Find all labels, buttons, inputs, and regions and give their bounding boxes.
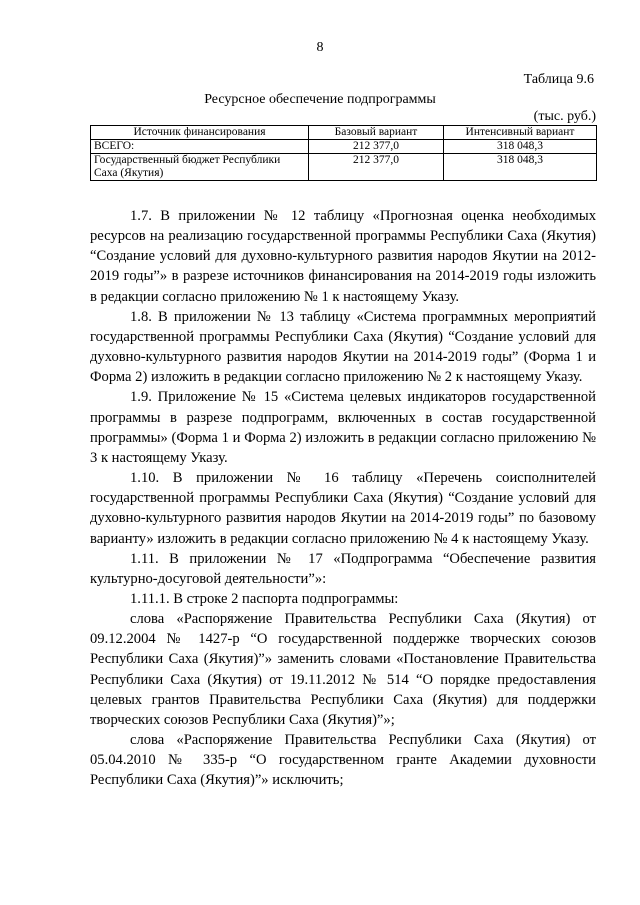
paragraph-words-delete: слова «Распоряжение Правительства Республики Саха (Якутия) от 05.04.2010 № 335-р “О государственном гранте Академии духовности Республики Саха (Якутия)”» исключить; bbox=[90, 732, 596, 789]
table-row bbox=[91, 154, 597, 181]
table-cell: 212 377,0 bbox=[309, 140, 444, 154]
table-label: Таблица 9.6 bbox=[523, 72, 594, 87]
paragraph-1-7: 1.7. В приложении № 12 таблицу «Прогнозная оценка необходимых ресурсов на реализацию государственной программы Республики Саха (Якутия) “Создание условий для духовно-культурного развития народов Якутии на 2012-2019 годы”» в разрезе источников финансирования на 2014-2019 годы изложить в редакции согласно приложению № 1 к настоящему Указу. bbox=[90, 208, 596, 305]
paragraph-1-9: 1.9. Приложение № 15 «Система целевых индикаторов государственной программы в разрезе подпрограмм, включенных в состав государственной программы» (Форма 1 и Форма 2) изложить в редакции согласно приложению № 3 к настоящему Указу. bbox=[90, 389, 596, 466]
table-cell: ВСЕГО: bbox=[91, 140, 309, 154]
page-number: 8 bbox=[316, 40, 324, 55]
units-label: (тыс. руб.) bbox=[533, 109, 596, 124]
header-source: Источник финансирования bbox=[91, 126, 309, 140]
resource-table bbox=[90, 125, 597, 181]
paragraph-1-11: 1.11. В приложении № 17 «Подпрограмма “Обеспечение развития культурно-досуговой деятельности”»: bbox=[90, 550, 596, 587]
table-cell: 318 048,3 bbox=[444, 140, 597, 154]
header-intensive: Интенсивный вариант bbox=[444, 126, 597, 140]
table-cell: Государственный бюджет Республики Саха (Якутия) bbox=[91, 154, 309, 181]
table-cell: 212 377,0 bbox=[309, 154, 444, 181]
paragraph-1-11-1: 1.11.1. В строке 2 паспорта подпрограммы: bbox=[130, 590, 399, 607]
table-title: Ресурсное обеспечение подпрограммы bbox=[204, 92, 436, 107]
paragraph-1-8: 1.8. В приложении № 13 таблицу «Система программных мероприятий государственной программы Республики Саха (Якутия) “Создание условий для духовно-культурного развития народов Якутии на 2014-2019 годы” (Форма 1 и Форма 2) изложить в редакции согласно приложению № 2 к настоящему Указу. bbox=[90, 308, 596, 386]
paragraph-words-replace: слова «Распоряжение Правительства Республики Саха (Якутия) от 09.12.2004 № 1427-р “О государственной поддержке творческих союзов Республики Саха (Якутия)”» заменить словами «Постановление Правительства Республики Саха (Якутия) от 19.11.2012 № 514 “О порядке предоставления целевых грантов Правительства Республики Саха (Якутия) для поддержки творческих союзов Республики Саха (Якутия)”»; bbox=[90, 611, 596, 728]
table-cell: 318 048,3 bbox=[444, 154, 597, 181]
table-row bbox=[91, 140, 597, 154]
paragraph-1-10: 1.10. В приложении № 16 таблицу «Перечень соисполнителей государственной программы Республики Саха (Якутия) “Создание условий для духовно-культурного развития народов Якутии на 2014-2019 годы” по базовому варианту» изложить в редакции согласно приложению № 4 к настоящему Указу. bbox=[90, 470, 596, 547]
body-text bbox=[90, 206, 596, 791]
table-header-row bbox=[91, 126, 597, 140]
header-base: Базовый вариант bbox=[309, 126, 444, 140]
